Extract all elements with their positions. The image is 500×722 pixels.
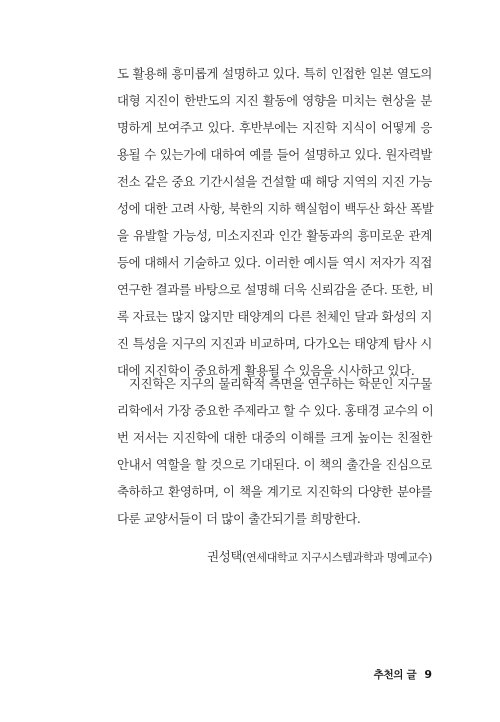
text-line: 록 자료는 많지 않지만 태양계의 다른 천체인 달과 화성의 지 [117,309,432,324]
text-line: 용될 수 있는가에 대하여 예를 들어 설명하고 있다. 원자력발 [117,147,432,162]
text-line: 대형 지진이 한반도의 지진 활동에 영향을 미치는 현상을 분 [117,93,432,108]
text-line: 도 활용해 흥미롭게 설명하고 있다. 특히 인접한 일본 열도의 [117,66,432,81]
paragraph-2 [117,370,432,532]
text-line: 연구한 결과를 바탕으로 설명해 더욱 신뢰감을 준다. 또한, 비 [117,282,434,297]
text-line: 리학에서 가장 중요한 주제라고 할 수 있다. 홍태경 교수의 이 [117,403,434,418]
text-line: 번 저서는 지진학에 대한 대중의 이해를 크게 높이는 친절한 [117,430,432,445]
section-title: 추천의 글 [373,669,417,681]
author-name: 권성택 [207,549,243,564]
text-line: 등에 대해서 기술하고 있다. 이러한 예시들 역시 저자가 직접 [117,255,432,270]
text-line: 명하게 보여주고 있다. 후반부에는 지진학 지식이 어떻게 응 [117,120,432,135]
text-line: 안내서 역할을 할 것으로 기대된다. 이 책의 출간을 진심으로 [117,457,432,472]
text-line: 대에 지진학이 중요하게 활용될 수 있음을 시사하고 있다. [117,363,415,378]
page-number: 9 [424,668,432,681]
text-line: 진 특성을 지구의 지진과 비교하며, 다가오는 태양계 탐사 시 [117,336,432,351]
text-line: 성에 대한 고려 사항, 북한의 지하 핵실험이 백두산 화산 폭발 [117,201,434,216]
signature [207,543,432,571]
text-line: 지진학은 지구의 물리학적 측면을 연구하는 학문인 지구물 [129,376,432,391]
text-line: 전소 같은 중요 기간시설을 건설할 때 해당 지역의 지진 가능 [117,174,432,189]
author-affiliation: (연세대학교 지구시스템과학과 명예교수) [242,551,432,564]
text-line: 다룬 교양서들이 더 많이 출간되기를 희망한다. [117,511,361,526]
paragraph-1 [117,60,432,384]
page-footer [374,667,432,682]
text-line: 축하하고 환영하며, 이 책을 계기로 지진학의 다양한 분야를 [117,484,432,499]
text-line: 을 유발할 가능성, 미소지진과 인간 활동과의 흥미로운 관계 [117,228,432,243]
